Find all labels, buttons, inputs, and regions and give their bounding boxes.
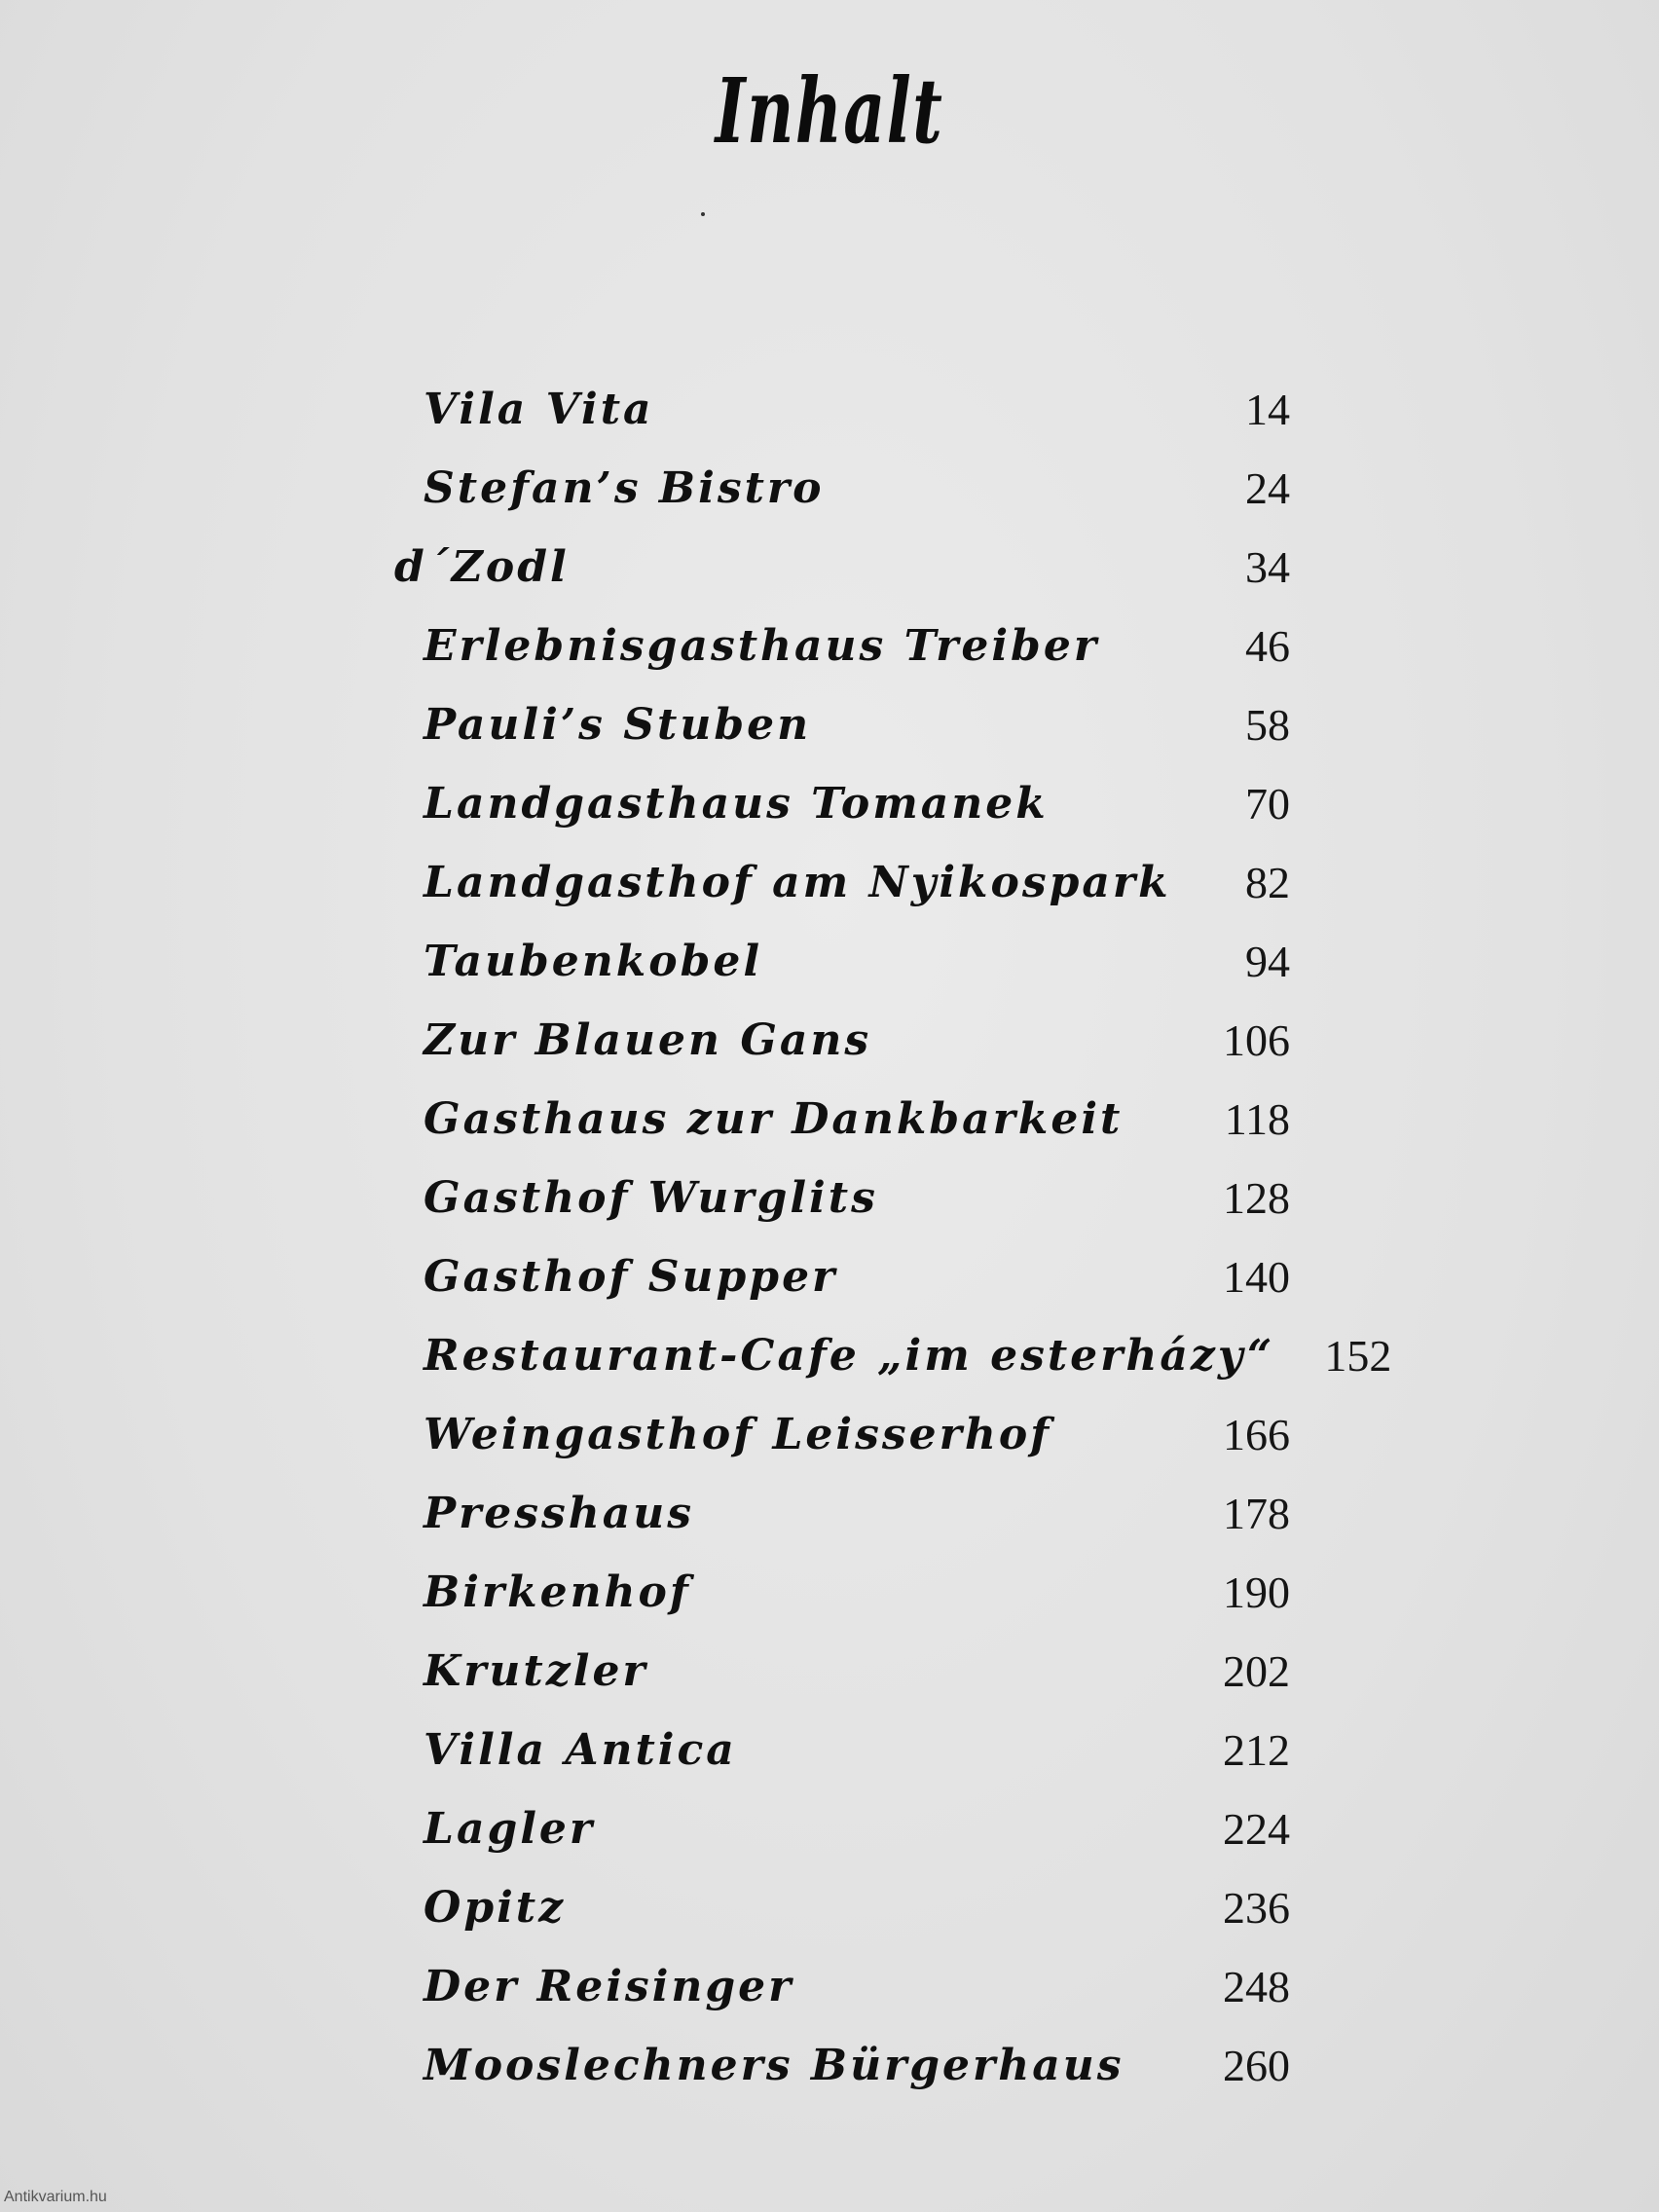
toc-entry-title: Pauli’s Stuben	[424, 700, 812, 750]
toc-entry-title: Restaurant-Cafe „im esterházy“	[424, 1331, 1275, 1381]
toc-entry-page: 46	[1245, 621, 1290, 671]
toc-row	[424, 1001, 1290, 1080]
toc-row	[424, 449, 1290, 528]
toc-entry-page: 224	[1223, 1804, 1290, 1854]
toc-row	[424, 1159, 1290, 1237]
toc-row	[424, 1316, 1392, 1395]
toc-entry-title: Zur Blauen Gans	[424, 1015, 872, 1065]
toc-row	[424, 1868, 1290, 1947]
toc-entry-title: Lagler	[424, 1804, 596, 1854]
toc-row	[424, 1947, 1290, 2026]
toc-entry-title: Opitz	[424, 1883, 567, 1933]
toc-entry-title: Erlebnisgasthaus Treiber	[424, 621, 1099, 671]
toc-row	[424, 2026, 1290, 2105]
toc-entry-page: 260	[1223, 2041, 1290, 2090]
toc-row	[424, 1711, 1290, 1789]
toc-row	[424, 1237, 1290, 1316]
toc-entry-title: Vila Vita	[424, 385, 654, 434]
toc-entry-title: Krutzler	[424, 1646, 648, 1696]
toc-entry-page: 58	[1245, 700, 1290, 750]
toc-row	[394, 528, 1290, 607]
toc-row	[424, 922, 1290, 1001]
toc-entry-page: 128	[1223, 1173, 1290, 1223]
toc-entry-page: 236	[1223, 1883, 1290, 1933]
toc-entry-page: 118	[1224, 1094, 1290, 1144]
toc-row	[424, 1395, 1290, 1474]
ink-dot	[701, 212, 705, 216]
toc-entry-title: Stefan’s Bistro	[424, 463, 825, 513]
toc-row	[424, 1632, 1290, 1711]
toc-entry-title: Landgasthaus Tomanek	[424, 779, 1049, 829]
toc-entry-page: 190	[1223, 1567, 1290, 1617]
toc-entry-title: Birkenhof	[424, 1567, 691, 1617]
page-title: Inhalt	[715, 58, 944, 164]
toc-row	[424, 685, 1290, 764]
toc-entry-title: Mooslechners Bürgerhaus	[424, 2041, 1124, 2090]
toc-row	[424, 370, 1290, 449]
toc-entry-page: 34	[1245, 542, 1290, 592]
toc-row	[424, 607, 1290, 685]
toc-entry-title: Villa Antica	[424, 1725, 737, 1775]
toc-entry-page: 24	[1245, 463, 1290, 513]
toc-row	[424, 1789, 1290, 1868]
toc-entry-page: 202	[1223, 1646, 1290, 1696]
toc-entry-page: 152	[1324, 1331, 1392, 1381]
toc-row	[424, 843, 1290, 922]
toc-entry-title: Weingasthof Leisserhof	[424, 1410, 1052, 1459]
toc-entry-page: 140	[1223, 1252, 1290, 1302]
toc-row	[424, 1080, 1290, 1159]
toc-row	[424, 1474, 1290, 1553]
toc-entry-page: 178	[1223, 1489, 1290, 1538]
watermark: Antikvarium.hu	[4, 2189, 107, 2205]
toc-entry-title: Presshaus	[424, 1489, 695, 1538]
toc-entry-page: 166	[1223, 1410, 1290, 1459]
toc-entry-title: d´Zodl	[394, 542, 570, 592]
toc-entry-title: Gasthof Supper	[424, 1252, 838, 1302]
toc-row	[424, 764, 1290, 843]
toc-entry-title: Taubenkobel	[424, 937, 763, 986]
toc-entry-page: 212	[1223, 1725, 1290, 1775]
toc-entry-page: 14	[1245, 385, 1290, 434]
toc-row	[424, 1553, 1290, 1632]
toc-entry-page: 94	[1245, 937, 1290, 986]
table-of-contents	[394, 370, 1392, 2105]
toc-entry-page: 106	[1223, 1015, 1290, 1065]
toc-entry-title: Gasthof Wurglits	[424, 1173, 878, 1223]
toc-entry-page: 248	[1223, 1962, 1290, 2011]
toc-entry-title: Der Reisinger	[424, 1962, 794, 2011]
toc-entry-page: 82	[1245, 858, 1290, 907]
toc-entry-page: 70	[1245, 779, 1290, 829]
toc-entry-title: Gasthaus zur Dankbarkeit	[424, 1094, 1124, 1144]
toc-entry-title: Landgasthof am Nyikospark	[424, 858, 1171, 907]
